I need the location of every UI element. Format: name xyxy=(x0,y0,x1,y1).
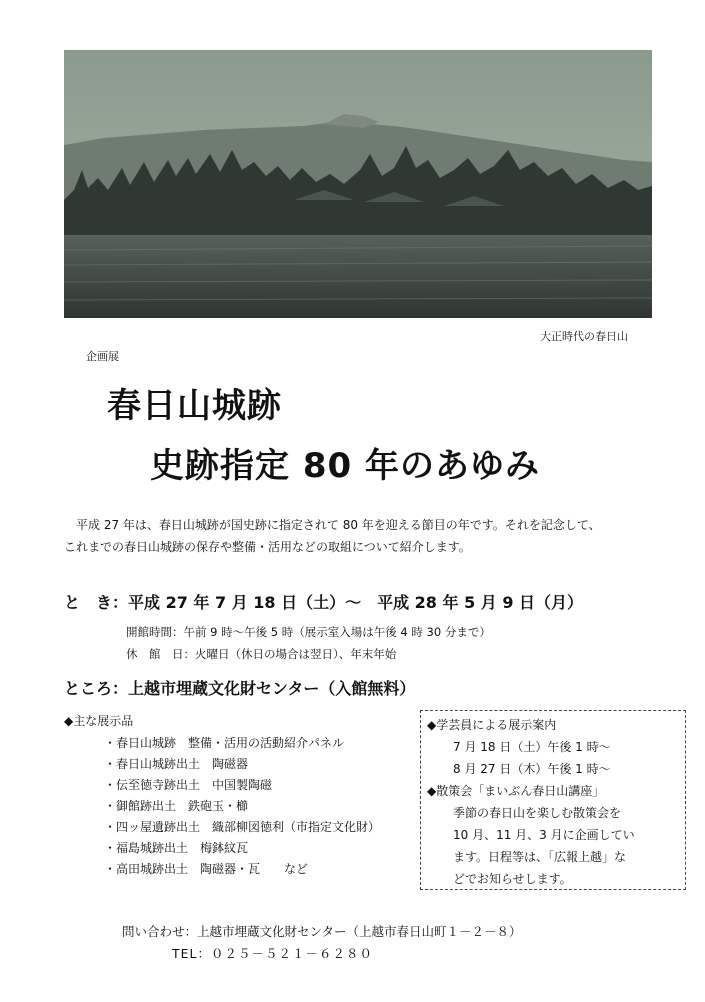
exhibits-heading: ◆主な展示品 xyxy=(64,714,134,728)
exhibition-type-label: 企画展 xyxy=(86,350,119,363)
photo-caption: 大正時代の春日山 xyxy=(540,330,628,343)
opening-hours: 開館時間：午前 9 時～午後 5 時（展示室入場は午後 4 時 30 分まで） xyxy=(126,625,491,639)
list-item: ・春日山城跡出土 陶磁器 xyxy=(104,757,249,771)
list-item: ・高田城跡出土 陶磁器・瓦 など xyxy=(104,862,309,876)
period-value: 平成 27 年 7 月 18 日（土）～ 平成 28 年 5 月 9 日（月） xyxy=(128,593,584,612)
venue-value: 上越市埋蔵文化財センター（入館無料） xyxy=(128,679,416,698)
intro-paragraph xyxy=(64,514,654,558)
walk-heading: ◆散策会「まいぶん春日山講座」 xyxy=(427,784,605,798)
list-item: ・伝至徳寺跡出土 中国製陶磁 xyxy=(104,778,273,792)
events-info-box xyxy=(420,710,686,890)
list-item: ・御館跡出土 鉄砲玉・櫛 xyxy=(104,799,249,813)
walk-text: ます。日程等は、「広報上越」な xyxy=(453,850,627,864)
intro-line: これまでの春日山城跡の保存や整備・活用などの取組について紹介します。 xyxy=(64,540,471,554)
mountain-landscape-photo xyxy=(64,50,652,318)
period-row xyxy=(64,590,583,613)
list-item: ・四ッ屋遺跡出土 織部柳図徳利（市指定文化財） xyxy=(104,820,381,834)
list-item: ・福島城跡出土 梅鉢紋瓦 xyxy=(104,841,249,855)
contact-phone: TEL：０２５－５２１－６２８０ xyxy=(172,946,373,961)
guide-heading: ◆学芸員による展示案内 xyxy=(427,718,557,732)
list-item: ・春日山城跡 整備・活用の活動紹介パネル xyxy=(104,736,345,750)
page-title-line1: 春日山城跡 xyxy=(107,386,282,426)
walk-text: どでお知らせします。 xyxy=(453,872,572,886)
intro-line: 平成 27 年は、春日山城跡が国史跡に指定されて 80 年を迎える節目の年です。それを記念して、 xyxy=(76,518,601,532)
venue-row xyxy=(64,676,415,699)
guide-date: 7 月 18 日（土）午後 1 時～ xyxy=(453,740,611,754)
walk-text: 10 月、11 月、3 月に企画してい xyxy=(453,828,635,842)
period-label: と き： xyxy=(64,593,129,612)
venue-label: ところ： xyxy=(64,679,129,698)
contact-info: 問い合わせ：上越市埋蔵文化財センター（上越市春日山町１－２－８） xyxy=(122,924,522,939)
page-title-line2: 史跡指定 80 年のあゆみ xyxy=(150,446,540,486)
closed-days: 休 館 日：火曜日（休日の場合は翌日）、年末年始 xyxy=(126,647,397,661)
guide-date: 8 月 27 日（木）午後 1 時～ xyxy=(453,762,611,776)
exhibits-list xyxy=(104,733,380,880)
walk-text: 季節の春日山を楽しむ散策会を xyxy=(453,806,622,820)
